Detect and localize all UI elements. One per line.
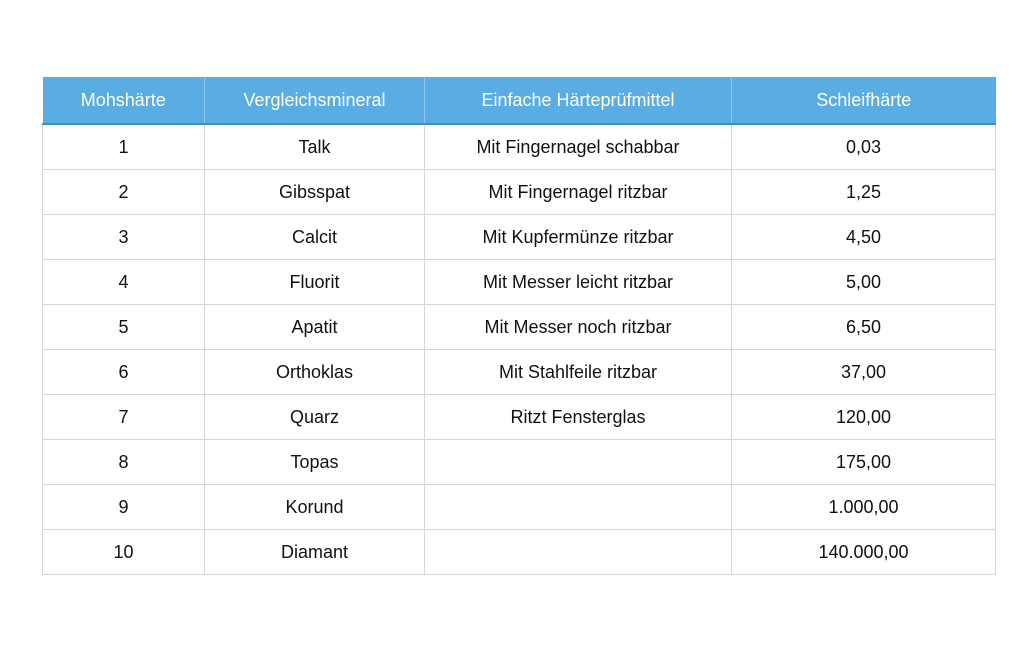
cell-pruefmittel: Mit Messer noch ritzbar — [425, 305, 732, 350]
cell-pruefmittel — [425, 440, 732, 485]
cell-pruefmittel — [425, 530, 732, 575]
cell-schleifhaerte: 140.000,00 — [732, 530, 996, 575]
table-row — [43, 124, 996, 170]
cell-mineral: Topas — [205, 440, 425, 485]
table-row — [43, 485, 996, 530]
cell-mineral: Korund — [205, 485, 425, 530]
cell-mineral: Quarz — [205, 395, 425, 440]
cell-mineral: Talk — [205, 124, 425, 170]
cell-pruefmittel — [425, 485, 732, 530]
table-header — [43, 77, 996, 124]
cell-schleifhaerte: 0,03 — [732, 124, 996, 170]
cell-mineral: Calcit — [205, 215, 425, 260]
cell-mohshaerte: 9 — [43, 485, 205, 530]
cell-mohshaerte: 6 — [43, 350, 205, 395]
cell-mohshaerte: 5 — [43, 305, 205, 350]
table-row — [43, 170, 996, 215]
header-haertepruefmittel: Einfache Härteprüfmittel — [425, 77, 732, 124]
cell-pruefmittel: Mit Fingernagel schabbar — [425, 124, 732, 170]
mohs-hardness-table-container — [42, 77, 995, 575]
cell-schleifhaerte: 37,00 — [732, 350, 996, 395]
cell-mohshaerte: 4 — [43, 260, 205, 305]
table-row — [43, 440, 996, 485]
cell-schleifhaerte: 6,50 — [732, 305, 996, 350]
header-mohshaerte: Mohshärte — [43, 77, 205, 124]
cell-schleifhaerte: 5,00 — [732, 260, 996, 305]
cell-schleifhaerte: 175,00 — [732, 440, 996, 485]
cell-schleifhaerte: 1.000,00 — [732, 485, 996, 530]
cell-pruefmittel: Mit Kupfermünze ritzbar — [425, 215, 732, 260]
cell-schleifhaerte: 4,50 — [732, 215, 996, 260]
table-row — [43, 530, 996, 575]
cell-pruefmittel: Ritzt Fensterglas — [425, 395, 732, 440]
cell-mineral: Gibsspat — [205, 170, 425, 215]
cell-pruefmittel: Mit Stahlfeile ritzbar — [425, 350, 732, 395]
cell-mohshaerte: 2 — [43, 170, 205, 215]
header-schleifhaerte: Schleifhärte — [732, 77, 996, 124]
cell-mohshaerte: 7 — [43, 395, 205, 440]
table-row — [43, 395, 996, 440]
table-row — [43, 305, 996, 350]
cell-mohshaerte: 10 — [43, 530, 205, 575]
header-row — [43, 77, 996, 124]
cell-mineral: Fluorit — [205, 260, 425, 305]
table-body — [43, 124, 996, 575]
cell-mineral: Apatit — [205, 305, 425, 350]
table-row — [43, 215, 996, 260]
cell-mohshaerte: 8 — [43, 440, 205, 485]
cell-schleifhaerte: 1,25 — [732, 170, 996, 215]
table-row — [43, 260, 996, 305]
header-vergleichsmineral: Vergleichsmineral — [205, 77, 425, 124]
cell-schleifhaerte: 120,00 — [732, 395, 996, 440]
cell-pruefmittel: Mit Fingernagel ritzbar — [425, 170, 732, 215]
table-row — [43, 350, 996, 395]
cell-mineral: Diamant — [205, 530, 425, 575]
mohs-hardness-table — [42, 77, 996, 575]
cell-mineral: Orthoklas — [205, 350, 425, 395]
cell-pruefmittel: Mit Messer leicht ritzbar — [425, 260, 732, 305]
cell-mohshaerte: 1 — [43, 124, 205, 170]
cell-mohshaerte: 3 — [43, 215, 205, 260]
